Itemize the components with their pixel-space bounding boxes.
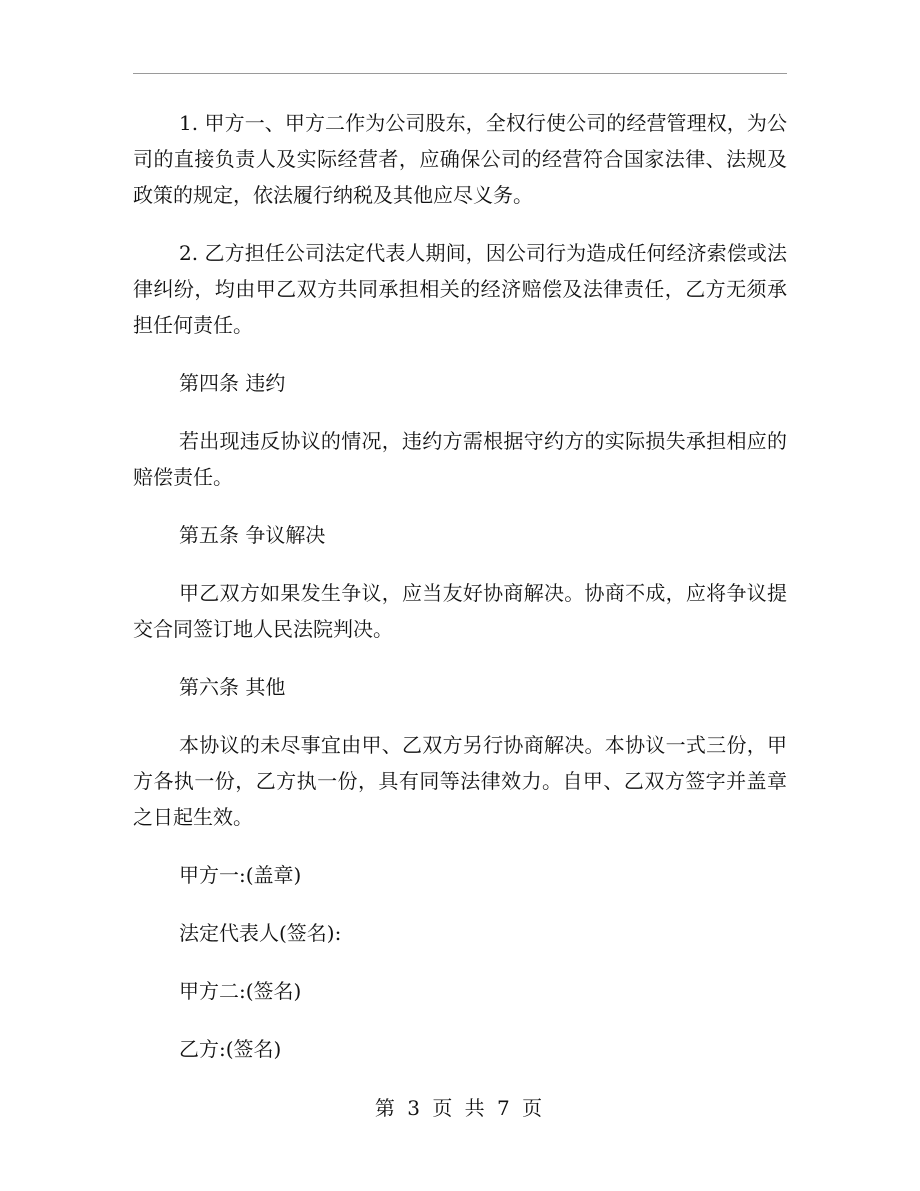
article-4-paragraph: 若出现违反协议的情况，违约方需根据守约方的实际损失承担相应的赔偿责任。 [133, 429, 787, 489]
page-number: 第 3 页 共 7 页 [374, 1096, 546, 1120]
clause-1-paragraph: 1. 甲方一、甲方二作为公司股东，全权行使公司的经营管理权，为公司的直接负责人及实际经营者，应确保公司的经营符合国家法律、法规及政策的规定，依法履行纳税及其他应尽义务。 [133, 111, 787, 207]
signature-party-a2: 甲方二:(签名) [179, 979, 302, 1003]
article-6-paragraph: 本协议的未尽事宜由甲、乙双方另行协商解决。本协议一式三份，甲方各执一份，乙方执一份，具有同等法律效力。自甲、乙双方签字并盖章之日起生效。 [133, 733, 787, 829]
signature-party-a1: 甲方一:(盖章) [179, 863, 302, 887]
article-5-paragraph: 甲乙双方如果发生争议，应当友好协商解决。协商不成，应将争议提交合同签订地人民法院判决。 [133, 581, 787, 641]
header-rule [133, 73, 787, 74]
document-body [133, 105, 787, 1089]
clause-2-paragraph: 2. 乙方担任公司法定代表人期间，因公司行为造成任何经济索偿或法律纠纷，均由甲乙双方共同承担相关的经济赔偿及法律责任，乙方无须承担任何责任。 [133, 241, 787, 337]
article-6-heading: 第六条 其他 [179, 675, 286, 699]
signature-legal-rep: 法定代表人(签名): [179, 921, 342, 945]
article-5-heading: 第五条 争议解决 [179, 523, 326, 547]
article-4-heading: 第四条 违约 [179, 371, 286, 395]
signature-party-b: 乙方:(签名) [179, 1037, 282, 1061]
